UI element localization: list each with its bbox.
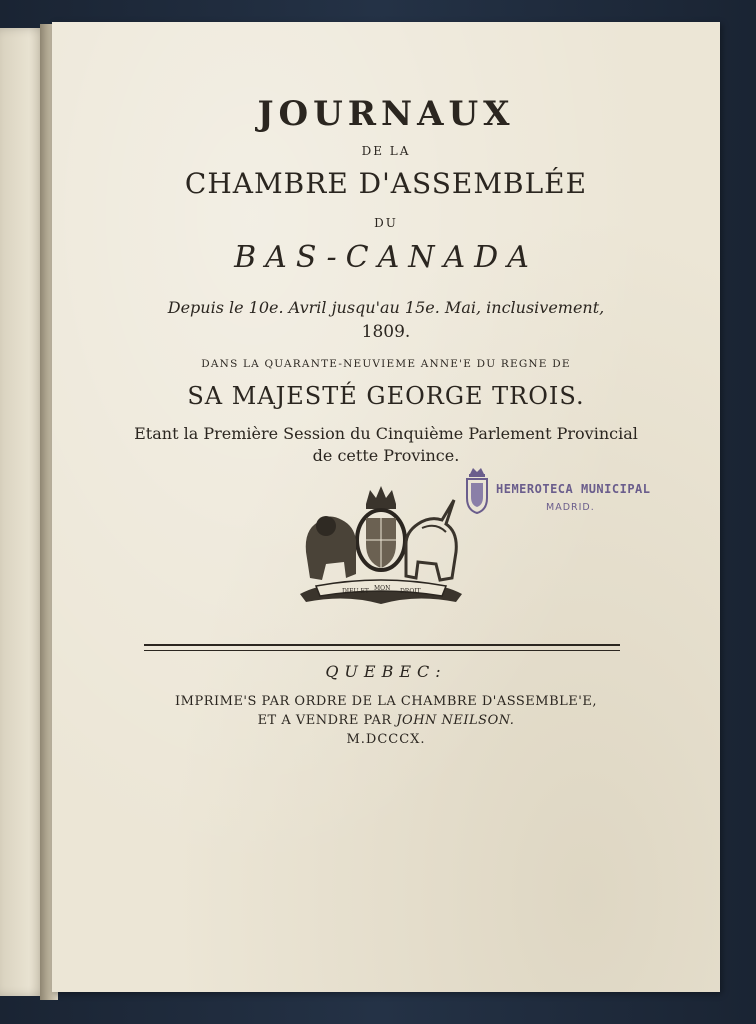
- imprint-printer-name: JOHN NEILSON.: [396, 713, 515, 728]
- royal-coat-of-arms-icon: [296, 482, 466, 608]
- title-du: DU: [374, 216, 398, 230]
- session-line-1: Etant la Première Session du Cinquième Parlement Provincial: [134, 424, 638, 443]
- crowned-shield-icon: [464, 464, 490, 514]
- date-year: 1809.: [361, 322, 411, 342]
- session-line-2: de cette Province.: [312, 446, 460, 465]
- motto-left: DIEU ET: [342, 588, 369, 595]
- imprint-order-line: IMPRIME'S PAR ORDRE DE LA CHAMBRE D'ASSEMBLE'E,: [175, 694, 597, 709]
- title-journaux: JOURNAUX: [257, 94, 515, 134]
- title-page: [52, 22, 720, 992]
- stamp-institution: HEMEROTECA MUNICIPAL: [496, 482, 651, 496]
- motto-center: MON: [374, 585, 391, 592]
- title-chambre: CHAMBRE D'ASSEMBLÉE: [184, 167, 588, 200]
- imprint-seller-line: [52, 713, 720, 728]
- imprint-seller-prefix: ET A VENDRE PAR: [257, 713, 397, 728]
- date-range: Depuis le 10e. Avril jusqu'au 15e. Mai, inclusivement,: [167, 298, 605, 317]
- motto-right: DROIT: [400, 588, 421, 595]
- reign-line: DANS LA QUARANTE-NEUVIEME ANNE'E DU REGNE DE: [201, 358, 571, 370]
- imprint-date: M.DCCCX.: [346, 732, 426, 747]
- library-stamp: [464, 462, 651, 520]
- imprint-city: QUEBEC:: [325, 662, 447, 681]
- title-bas-canada: BAS-CANADA: [234, 240, 538, 275]
- double-rule-bottom: [144, 650, 620, 651]
- title-de-la: DE LA: [361, 144, 411, 158]
- double-rule-top: [144, 644, 620, 646]
- stamp-city: MADRID.: [546, 502, 595, 513]
- monarch-name: SA MAJESTÉ GEORGE TROIS.: [187, 382, 585, 410]
